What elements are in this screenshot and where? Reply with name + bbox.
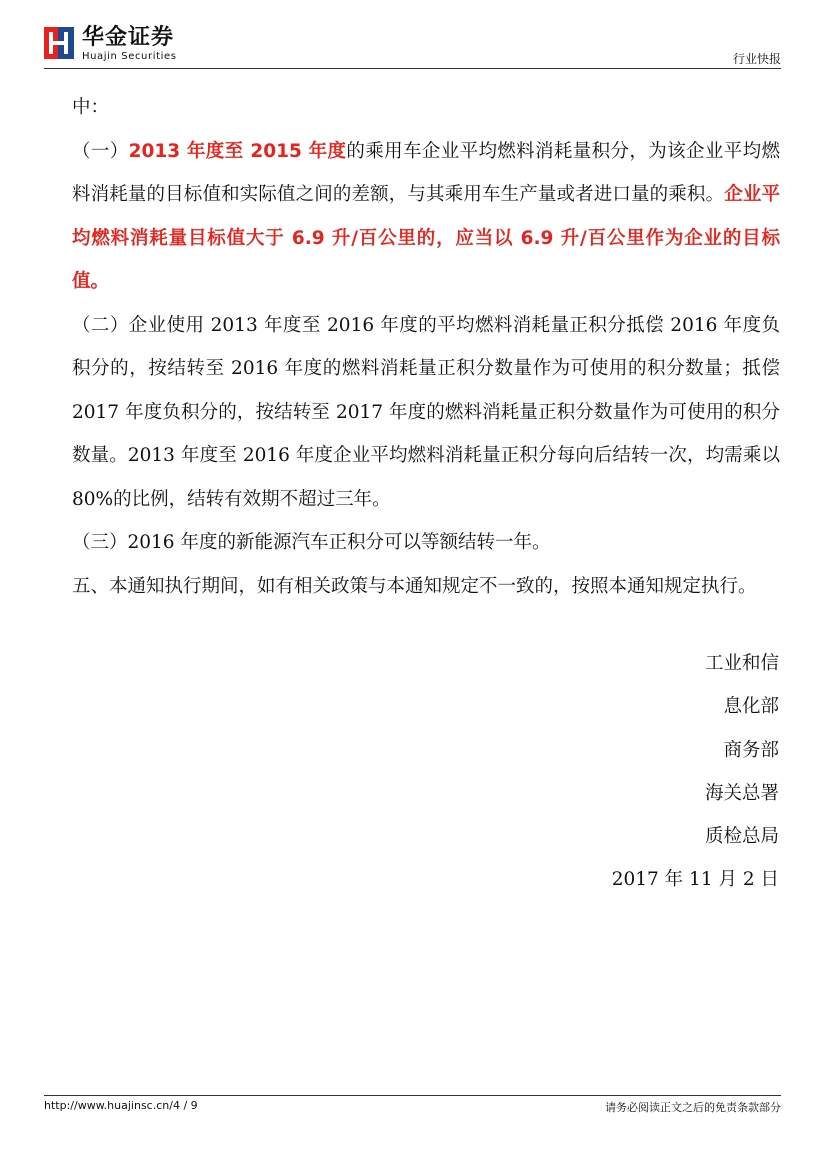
header-divider bbox=[44, 68, 781, 69]
document-body bbox=[72, 86, 780, 608]
signature-date: 2017 年 11 月 2 日 bbox=[611, 869, 779, 891]
item-1-prefix: （一） bbox=[72, 140, 129, 162]
paragraph-section-5: 五、本通知执行期间，如有相关政策与本通知规定不一致的，按照本通知规定执行。 bbox=[72, 575, 757, 597]
brand-name-cn: 华金证券 bbox=[82, 25, 175, 50]
signatory-customs: 海关总署 bbox=[704, 782, 779, 804]
signatory-miit-line1: 工业和信 bbox=[704, 653, 779, 674]
huajin-logo-icon bbox=[44, 27, 74, 59]
signatory-miit-line2: 息化部 bbox=[723, 696, 779, 718]
footer-disclaimer: 请务必阅读正文之后的免责条款部分 bbox=[605, 1101, 781, 1114]
item-1-highlight-years: 2013 年度至 2015 年度 bbox=[128, 140, 347, 162]
item-1-text: 的乘用车企业平均燃料消耗量积分，为该企业平均燃料消耗量的目标值和实际值之间的差额，与其乘用车生产量或者进口量的乘积。 bbox=[72, 140, 780, 205]
footer-url-page-number[interactable]: http://www.huajinsc.cn/4 / 9 bbox=[44, 1099, 198, 1112]
item-1-highlight-target: 企业平均燃料消耗量目标值大于 6.9 升/百公里的，应当以 6.9 升/百公里作为企业的目标值。 bbox=[72, 184, 780, 292]
footer-divider bbox=[44, 1095, 781, 1096]
paragraph-item-1 bbox=[72, 130, 780, 304]
signatory-aqsiq: 质检总局 bbox=[704, 826, 779, 848]
report-type-label: 行业快报 bbox=[732, 52, 781, 66]
signature-block bbox=[612, 642, 779, 902]
signatory-mofcom: 商务部 bbox=[723, 739, 779, 761]
paragraph-intro: 中： bbox=[72, 97, 110, 118]
paragraph-item-3: （三）2016 年度的新能源汽车正积分可以等额结转一年。 bbox=[72, 532, 551, 553]
brand-name-en: Huajin Securities bbox=[82, 51, 177, 62]
paragraph-item-2: （二）企业使用 2013 年度至 2016 年度的平均燃料消耗量正积分抵偿 2016 年度负积分的，按结转至 2016 年度的燃料消耗量正积分数量作为可使用的积分数量；抵偿 2017 年度负积分的，按结转至 2017 年度的燃料消耗量正积分数量作为可使用的积分数量。2013 年度至 2016 年度企业平均燃料消耗量正积分每向后结转一次，均需乘以 80%的比例，结转有效期不超过三年。 bbox=[72, 314, 780, 510]
